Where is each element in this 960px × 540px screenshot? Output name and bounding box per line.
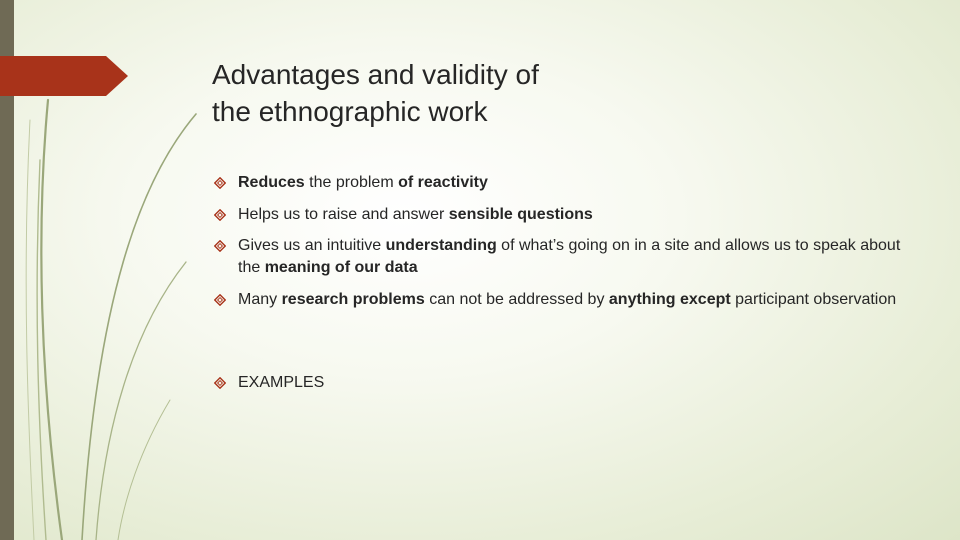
bullet-3-seg-1: Gives us an intuitive bbox=[238, 237, 386, 254]
bullet-5-seg-1: EXAMPLES bbox=[238, 374, 325, 391]
bullet-text-5 bbox=[238, 372, 904, 394]
bullet-text-3 bbox=[238, 235, 904, 279]
bullet-4-seg-2: research problems bbox=[281, 291, 425, 308]
title-line-2: the ethnographic work bbox=[212, 96, 488, 127]
slide-title bbox=[212, 56, 812, 130]
diamond-bullet-icon bbox=[214, 235, 238, 257]
diamond-bullet-icon bbox=[214, 172, 238, 194]
bullet-item-3 bbox=[214, 235, 904, 279]
bullet-item-1 bbox=[214, 172, 904, 194]
bullet-2-seg-2: sensible questions bbox=[448, 206, 593, 223]
bullet-item-2 bbox=[214, 204, 904, 226]
bullet-text-4 bbox=[238, 289, 904, 311]
bullet-4-seg-4: anything except bbox=[608, 291, 731, 308]
bullet-3-seg-4: meaning of our data bbox=[264, 259, 418, 276]
bullet-1-seg-3: of reactivity bbox=[398, 174, 488, 191]
bullet-1-seg-1: Reduces bbox=[238, 174, 305, 191]
bullet-item-4 bbox=[214, 289, 904, 311]
diamond-bullet-icon bbox=[214, 204, 238, 226]
bullet-item-5 bbox=[214, 372, 904, 394]
bullet-4-seg-3: can not be addressed by bbox=[424, 291, 609, 308]
bullet-3-seg-3: of what’s going on in a site and allows us to speak about the bbox=[238, 237, 901, 276]
diamond-bullet-icon bbox=[214, 289, 238, 311]
title-line-1: Advantages and validity of bbox=[212, 59, 539, 90]
bullet-text-1 bbox=[238, 172, 904, 194]
bullet-1-seg-2: the problem bbox=[304, 174, 399, 191]
diamond-bullet-icon bbox=[214, 372, 238, 394]
bullet-text-2 bbox=[238, 204, 904, 226]
bullet-4-seg-1: Many bbox=[238, 291, 282, 308]
bullet-2-seg-1: Helps us to raise and answer bbox=[238, 206, 449, 223]
bullet-3-seg-2: understanding bbox=[385, 237, 497, 254]
title-accent-tab bbox=[0, 56, 128, 96]
bullet-4-seg-5: participant observation bbox=[730, 291, 897, 308]
